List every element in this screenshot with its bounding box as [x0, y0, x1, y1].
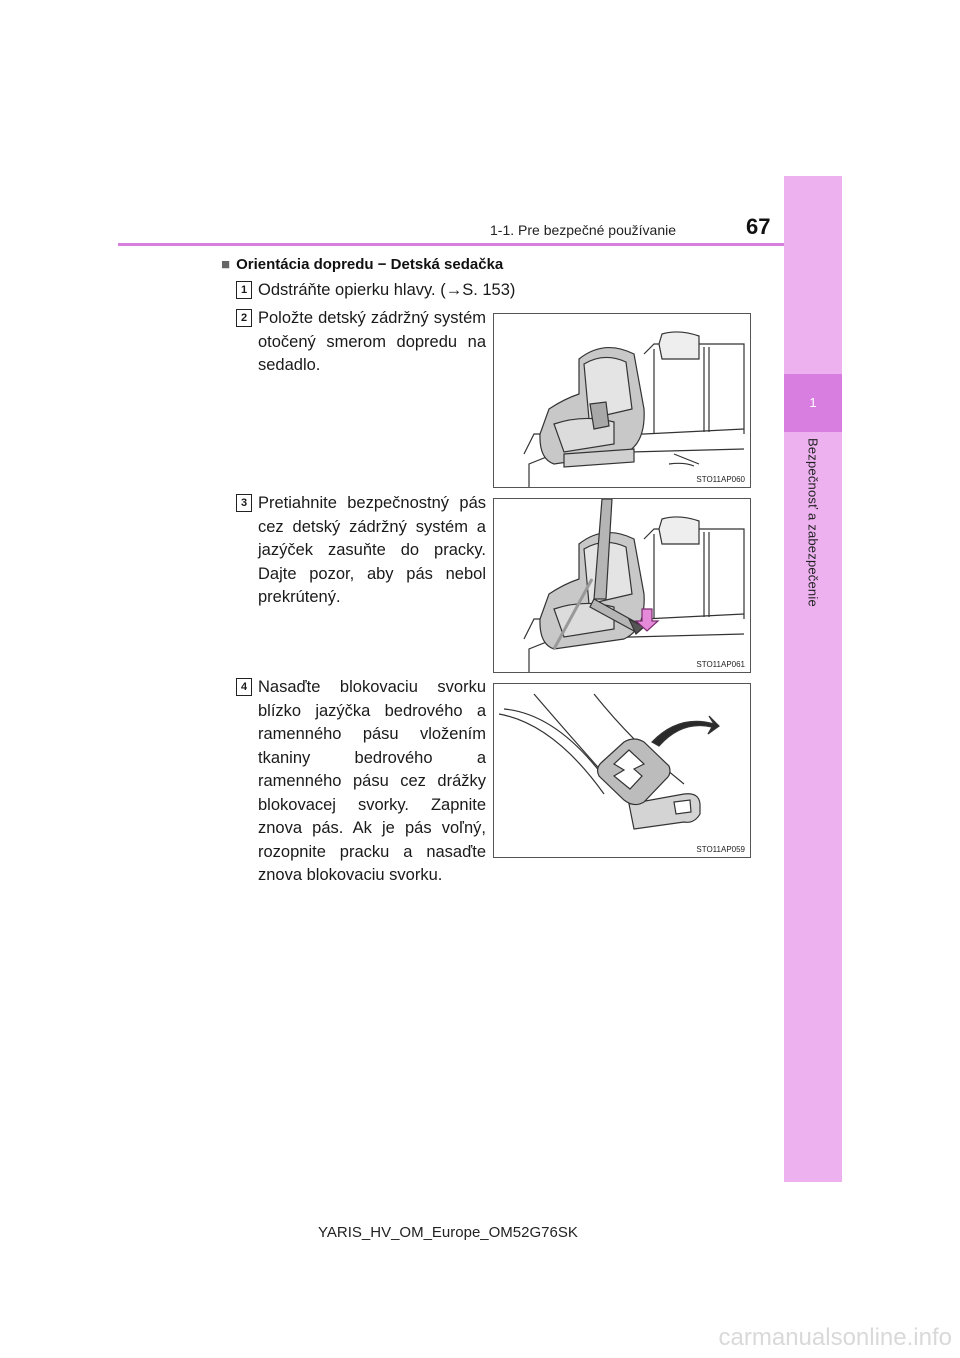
chapter-title: Bezpečnosť a zabezpečenie [805, 438, 821, 607]
figure-code: STO11AP060 [696, 475, 745, 484]
child-seat-belt-routing-illustration-icon [494, 499, 750, 672]
step-1-text: Odstráňte opierku hlavy. (→S. 153) [258, 281, 516, 299]
chapter-side-tab [784, 176, 842, 1182]
figure-belt-routing [493, 498, 751, 673]
step-3-badge: 3 [236, 494, 252, 512]
step-2-badge: 2 [236, 309, 252, 327]
page-number: 67 [746, 214, 771, 239]
step-4-text: Nasaďte blokovaciu svorku blízko jazýčka bedrového a ramenného pásu vložením tkaniny bedrového a ramenného pásu cez drážky blokovacej svorky. Zapnite znova pás. Ak je pás voľný, rozopnite pracku a nasaďte znova blokovaciu svorku. [258, 678, 486, 884]
header-section-title: 1-1. Pre bezpečné používanie [490, 222, 677, 238]
figure-child-seat [493, 313, 751, 488]
step-1-badge: 1 [236, 281, 252, 299]
locking-clip-illustration-icon [494, 684, 750, 857]
heading-square-icon: ■ [221, 256, 231, 273]
header-rule [118, 243, 842, 246]
figure-locking-clip [493, 683, 751, 858]
figure-code: STO11AP061 [696, 660, 745, 669]
child-seat-on-rear-seat-illustration-icon [494, 314, 750, 487]
watermark: carmanualsonline.info [718, 1324, 952, 1351]
step-4-badge: 4 [236, 678, 252, 696]
chapter-number: 1 [784, 374, 842, 432]
footer-document-code: YARIS_HV_OM_Europe_OM52G76SK [318, 1224, 578, 1241]
section-heading [221, 256, 503, 273]
section-heading-text: Orientácia dopredu − Detská sedačka [236, 256, 504, 273]
step-2-text: Položte detský zádržný systém otočený smerom dopredu na sedadlo. [258, 309, 486, 374]
step-3-text: Pretiahnite bezpečnostný pás cez detský zádržný systém a jazýček zasuňte do pracky. Dajte pozor, aby pás nebol prekrútený. [258, 494, 486, 606]
figure-code: STO11AP059 [696, 845, 745, 854]
